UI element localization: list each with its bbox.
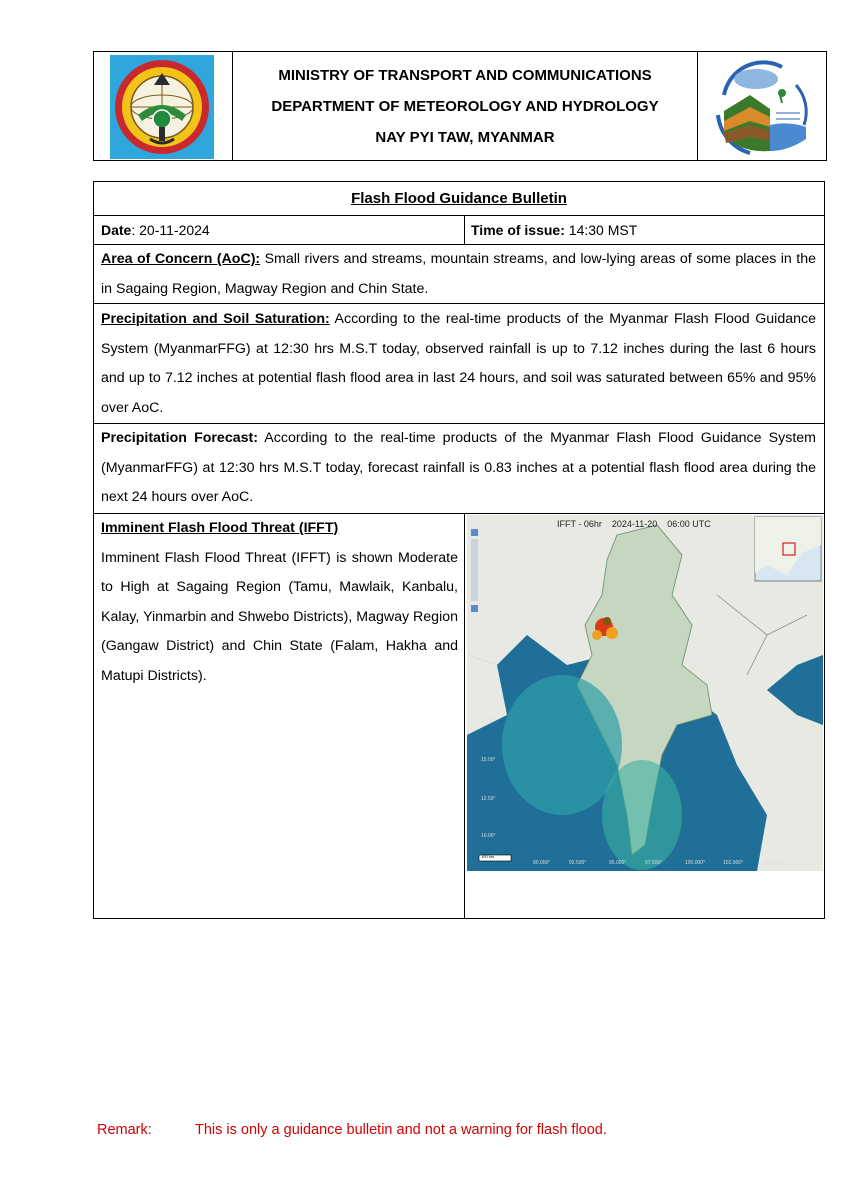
bulletin-title-row (94, 182, 824, 216)
department-logo-cell (697, 52, 826, 160)
ifft-body: Imminent Flash Flood Threat (IFFT) is shown Moderate to High at Sagaing Region (Tamu, Mawlaik, Kanbalu, Kalay, Yinmarbin and Shwebo Districts), Magway Region (Gangaw District) and Chin State (Falam, Hakha and Matupi Districts). (101, 549, 458, 684)
ifft-map-graphic (467, 515, 823, 871)
map-caption-time: 06:00 UTC (667, 519, 711, 529)
lon-label-2: 92.500° (569, 860, 587, 866)
ministry-logo-cell (94, 52, 233, 160)
lon-label-3: 95.000° (609, 860, 627, 866)
date-value: : 20-11-2024 (131, 222, 210, 238)
ifft-map[interactable] (467, 515, 823, 871)
precipitation-soil-row (94, 304, 824, 424)
department-name: DEPARTMENT OF METEOROLOGY AND HYDROLOGY (271, 97, 659, 115)
letterhead (93, 51, 827, 161)
pf-body: According to the real-time products of the Myanmar Flash Flood Guidance System (MyanmarFFG) at 12:30 hrs M.S.T today, forecast rainfall is 0.83 inches at a potential flash flood area during the next 24 hours over AoC. (101, 430, 816, 505)
map-caption (557, 519, 711, 529)
remark-label: Remark: (97, 1122, 152, 1138)
pss-label: Precipitation and Soil Saturation: (101, 311, 330, 327)
ifft-text-cell (94, 514, 465, 918)
lon-label-4: 97.500° (645, 860, 663, 866)
aoc-label: Area of Concern (AoC): (101, 251, 261, 267)
hydrology-cycle-logo (710, 55, 814, 159)
remark-text: This is only a guidance bulletin and not a warning for flash flood. (195, 1122, 607, 1138)
location-name: NAY PYI TAW, MYANMAR (375, 128, 555, 146)
lon-label-1: 90.000° (533, 860, 551, 866)
date-time-row (94, 216, 824, 245)
date-time-divider (464, 216, 465, 244)
ifft-label: Imminent Flash Flood Threat (IFFT) (101, 520, 339, 536)
map-scale-label: 100 km (481, 854, 495, 859)
lon-label-6: 102.500° (723, 860, 744, 866)
precipitation-soil-text (101, 305, 816, 423)
time-label: Time of issue: (471, 222, 565, 238)
time-value: 14:30 MST (564, 222, 638, 238)
ministry-name: MINISTRY OF TRANSPORT AND COMMUNICATIONS (278, 66, 652, 84)
issue-time (471, 216, 637, 244)
lat-label-3: 12.50° (481, 796, 496, 802)
issue-date (101, 216, 210, 244)
letterhead-titles (233, 52, 697, 160)
area-of-concern-text (101, 245, 816, 304)
bulletin-title: Flash Flood Guidance Bulletin (351, 190, 567, 207)
area-of-concern-row (94, 245, 824, 304)
pf-label: Precipitation Forecast: (101, 430, 258, 446)
lat-label-4: 10.00° (481, 833, 496, 839)
ministry-emblem-logo (110, 55, 214, 159)
map-caption-product: IFFT - 06hr (557, 519, 602, 529)
precipitation-forecast-text (101, 424, 816, 513)
lon-label-7: 105.000° (763, 860, 784, 866)
aoc-body: Small rivers and streams, mountain streams, and low-lying areas of some places in the in Sagaing Region, Magway Region and Chin State. (101, 251, 816, 297)
precipitation-forecast-row (94, 424, 824, 514)
date-label: Date (101, 222, 132, 238)
lat-label-1: 17.50° (481, 718, 496, 724)
map-caption-date: 2024-11-20 (611, 519, 658, 529)
ifft-text (101, 514, 458, 691)
lat-label-2: 15.00° (481, 757, 496, 763)
pss-body: According to the real-time products of the Myanmar Flash Flood Guidance System (MyanmarFFG) at 12:30 hrs M.S.T today, observed rainfall is up to 7.12 inches during the last 6 hours and up to 7.12 inches at potential flash flood area in last 24 hours, and soil was saturated between 65% and 95% over AoC. (101, 311, 816, 416)
lon-label-5: 100.000° (685, 860, 706, 866)
